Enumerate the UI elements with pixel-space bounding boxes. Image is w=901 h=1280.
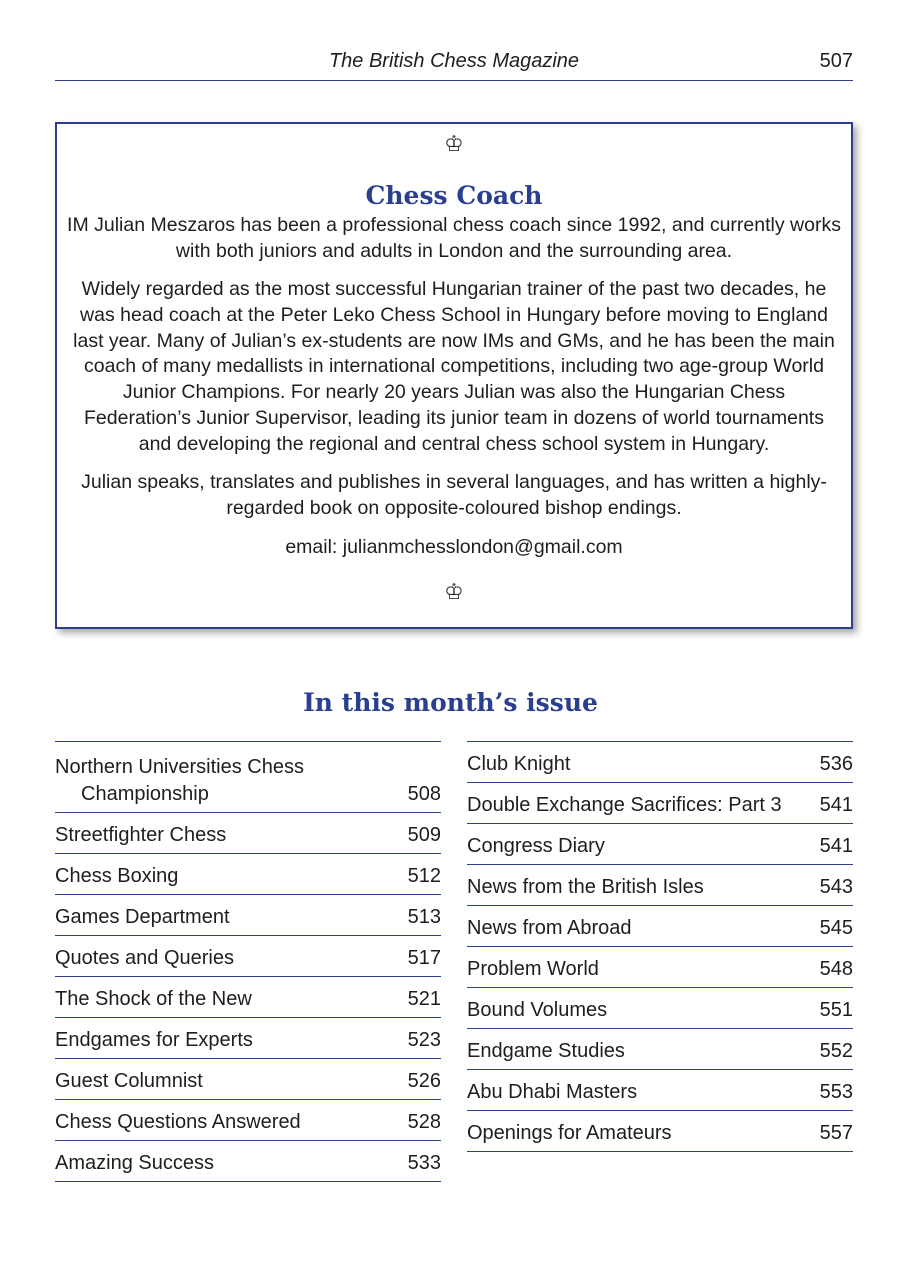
- king-ornament-icon: ♔: [444, 580, 464, 605]
- entry-title: Club Knight: [467, 753, 571, 775]
- contents-entry[interactable]: [467, 947, 853, 988]
- entry-title: Chess Boxing: [55, 865, 179, 887]
- entry-page: 523: [407, 1029, 441, 1051]
- entry-page: 541: [819, 794, 853, 816]
- entry-title: Problem World: [467, 958, 599, 980]
- entry-page: 543: [819, 876, 853, 898]
- entry-title: Championship: [81, 783, 209, 805]
- entry-title: Games Department: [55, 906, 230, 928]
- entry-page: 508: [407, 783, 441, 805]
- contents-entry[interactable]: [55, 1018, 441, 1059]
- entry-title: Amazing Success: [55, 1152, 214, 1174]
- issue-contents-heading: In this month’s issue: [303, 688, 598, 717]
- contents-entry[interactable]: [467, 1111, 853, 1152]
- entry-page: 553: [819, 1081, 853, 1103]
- page-number: 507: [819, 50, 853, 72]
- advert-paragraph: IM Julian Meszaros has been a professional chess coach since 1992, and currently works with both juniors and adults in London and the surrounding area.: [67, 214, 841, 262]
- entry-title: Double Exchange Sacrifices: Part 3: [467, 794, 782, 816]
- advert-title: Chess Coach: [365, 181, 543, 210]
- contents-entry[interactable]: [55, 1141, 441, 1182]
- contents-entry[interactable]: [55, 854, 441, 895]
- entry-title: Abu Dhabi Masters: [467, 1081, 638, 1103]
- contents-entry[interactable]: [467, 1070, 853, 1111]
- entry-title: Congress Diary: [467, 835, 605, 857]
- contents-entry[interactable]: [55, 936, 441, 977]
- contents-column-right: [467, 741, 853, 1152]
- contents-entry[interactable]: [55, 1059, 441, 1100]
- contents-entry[interactable]: [55, 977, 441, 1018]
- entry-title: The Shock of the New: [55, 988, 252, 1010]
- entry-page: 509: [407, 824, 441, 846]
- entry-title: Streetfighter Chess: [55, 824, 227, 846]
- advert-email: email: julianmchesslondon@gmail.com: [285, 536, 623, 558]
- contents-entry[interactable]: [467, 824, 853, 865]
- entry-title: Quotes and Queries: [55, 947, 234, 969]
- entry-page: 526: [407, 1070, 441, 1092]
- entry-title: Chess Questions Answered: [55, 1111, 301, 1133]
- entry-page: 552: [819, 1040, 853, 1062]
- contents-entry[interactable]: [467, 1029, 853, 1070]
- entry-page: 513: [407, 906, 441, 928]
- magazine-title: The British Chess Magazine: [328, 50, 580, 72]
- contents-entry[interactable]: [55, 1100, 441, 1141]
- entry-title: Endgames for Experts: [55, 1029, 253, 1051]
- entry-title: News from the British Isles: [467, 876, 704, 898]
- entry-page: 545: [819, 917, 853, 939]
- advert-paragraph: Widely regarded as the most successful Hungarian trainer of the past two decades, he was head coach at the Peter Leko Chess School in Hungary before moving to England last year. Many of Julian’s ex-students are now IMs and GMs, and he has been the main coach of many medallists in international competitions, including two age-group World Junior Champions. For nearly 20 years Julian was also the Hungarian Chess Federation’s Junior Supervisor, leading its junior team in dozens of world tournaments and developing the regional and central chess school system in Hungary.: [73, 278, 835, 455]
- entry-page: 528: [407, 1111, 441, 1133]
- contents-entry[interactable]: [467, 988, 853, 1029]
- entry-page: 512: [407, 865, 441, 887]
- contents-entry[interactable]: [55, 742, 441, 813]
- entry-page: 521: [407, 988, 441, 1010]
- entry-page: 548: [819, 958, 853, 980]
- contents-entry[interactable]: [55, 895, 441, 936]
- entry-title: Endgame Studies: [467, 1040, 625, 1062]
- entry-page: 551: [819, 999, 853, 1021]
- contents-column-left: [55, 741, 441, 1182]
- entry-page: 541: [819, 835, 853, 857]
- entry-title: Bound Volumes: [467, 999, 608, 1021]
- king-ornament-icon: ♔: [444, 132, 464, 157]
- entry-title: Guest Columnist: [55, 1070, 203, 1092]
- contents-entry[interactable]: [467, 783, 853, 824]
- entry-title: News from Abroad: [467, 917, 632, 939]
- contents-entry[interactable]: [467, 906, 853, 947]
- running-header: [55, 44, 853, 81]
- advert-paragraph: Julian speaks, translates and publishes in several languages, and has written a highly-regarded book on opposite-coloured bishop endings.: [81, 471, 827, 519]
- contents-entry[interactable]: [467, 742, 853, 783]
- contents-entry[interactable]: [467, 865, 853, 906]
- chess-coach-advert: [55, 122, 853, 629]
- entry-page: 557: [819, 1122, 853, 1144]
- entry-page: 536: [819, 753, 853, 775]
- entry-title: Openings for Amateurs: [467, 1122, 672, 1144]
- contents-entry[interactable]: [55, 813, 441, 854]
- entry-page: 533: [407, 1152, 441, 1174]
- entry-page: 517: [407, 947, 441, 969]
- entry-title: Northern Universities Chess: [55, 756, 304, 778]
